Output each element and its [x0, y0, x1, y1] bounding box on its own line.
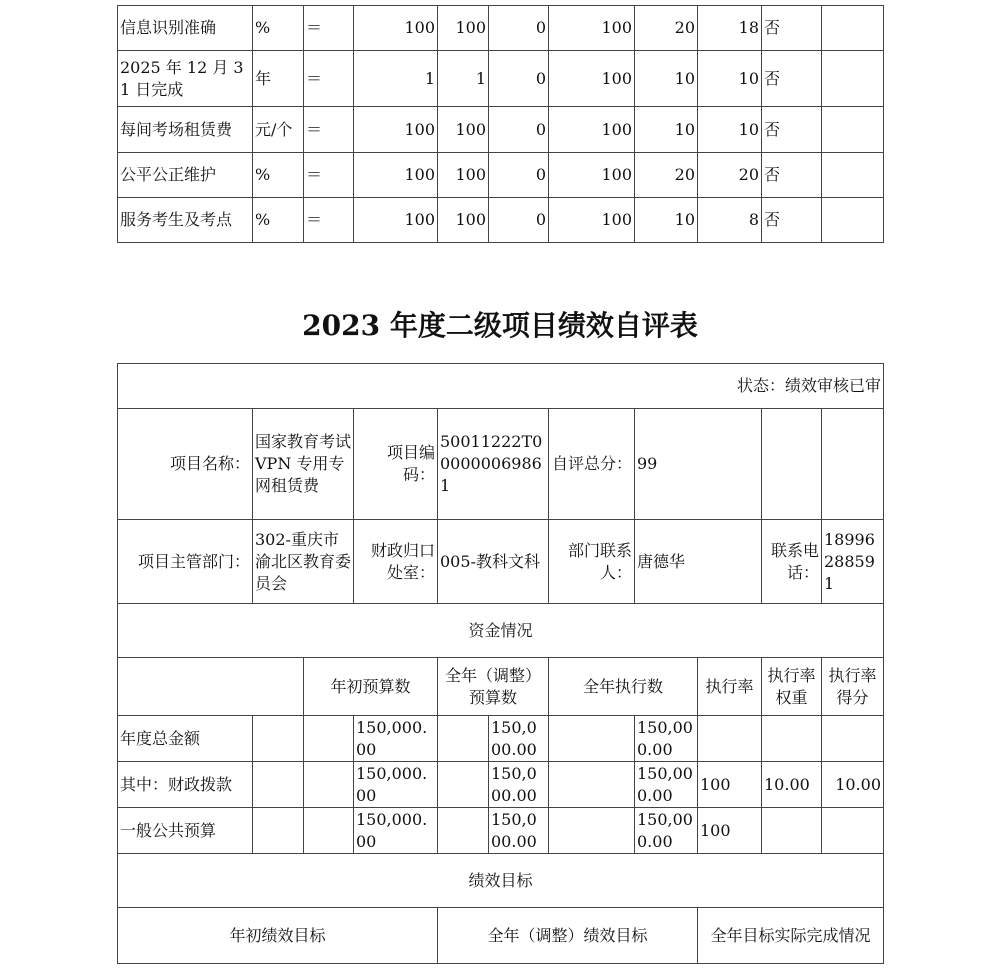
indicator-rate: 100 [549, 153, 635, 198]
indicator-weight: 20 [635, 153, 698, 198]
evaluation-table [117, 363, 884, 964]
fund-score: 10.00 [822, 762, 884, 808]
fund-adjusted: 150,000.00 [489, 808, 549, 854]
indicator-unit: % [253, 6, 304, 51]
finance-value: 005-教科文科 [438, 520, 549, 604]
indicator-flag: 否 [762, 51, 822, 107]
indicator-score: 18 [698, 6, 762, 51]
indicator-target: 1 [354, 51, 438, 107]
phone-label: 联系电话： [762, 520, 822, 604]
funds-section-heading: 资金情况 [118, 604, 884, 658]
indicator-name: 每间考场租赁费 [118, 107, 253, 153]
header-rate: 执行率 [698, 658, 762, 716]
indicator-weight: 20 [635, 6, 698, 51]
project-code: 50011222T000000069861 [438, 409, 549, 520]
indicator-target: 100 [354, 107, 438, 153]
goal-actual-header: 全年目标实际完成情况 [698, 908, 884, 964]
indicator-flag: 否 [762, 6, 822, 51]
empty-cell [549, 762, 635, 808]
indicator-weight: 10 [635, 198, 698, 243]
indicator-operator: ＝ [304, 107, 354, 153]
indicator-rate: 100 [549, 198, 635, 243]
fund-rate: 100 [698, 762, 762, 808]
empty-cell [549, 716, 635, 762]
fund-rate: 100 [698, 808, 762, 854]
contact-label: 部门联系人： [549, 520, 635, 604]
indicator-operator: ＝ [304, 198, 354, 243]
indicator-row [118, 107, 884, 153]
indicator-actual: 1 [438, 51, 489, 107]
indicator-target: 100 [354, 153, 438, 198]
indicator-deviation: 0 [489, 198, 549, 243]
indicator-score: 10 [698, 107, 762, 153]
empty-cell [253, 716, 304, 762]
project-code-label: 项目编码： [354, 409, 438, 520]
indicator-weight: 10 [635, 51, 698, 107]
indicator-target: 100 [354, 198, 438, 243]
fund-executed: 150,000.00 [635, 762, 698, 808]
indicator-deviation: 0 [489, 153, 549, 198]
header-initial: 年初预算数 [304, 658, 438, 716]
dept-label: 项目主管部门： [118, 520, 253, 604]
goal-initial-header: 年初绩效目标 [118, 908, 438, 964]
indicator-actual: 100 [438, 107, 489, 153]
indicator-deviation: 0 [489, 107, 549, 153]
fund-score [822, 808, 884, 854]
empty-cell [549, 808, 635, 854]
indicator-rate: 100 [549, 107, 635, 153]
indicator-row [118, 6, 884, 51]
empty-cell [438, 716, 489, 762]
empty-cell [822, 198, 884, 243]
indicator-actual: 100 [438, 153, 489, 198]
indicator-weight: 10 [635, 107, 698, 153]
indicator-flag: 否 [762, 153, 822, 198]
dept-value: 302-重庆市渝北区教育委员会 [253, 520, 354, 604]
status-label: 状态：绩效审核已审 [118, 364, 884, 409]
fund-executed: 150,000.00 [635, 716, 698, 762]
indicator-operator: ＝ [304, 153, 354, 198]
indicator-actual: 100 [438, 198, 489, 243]
indicator-flag: 否 [762, 198, 822, 243]
header-adjusted: 全年（调整）预算数 [438, 658, 549, 716]
project-name: 国家教育考试 VPN 专用专网租赁费 [253, 409, 354, 520]
fund-weight [762, 716, 822, 762]
indicator-unit: % [253, 198, 304, 243]
fund-row-label: 年度总金额 [118, 716, 253, 762]
fund-score [822, 716, 884, 762]
empty-cell [118, 658, 304, 716]
fund-executed: 150,000.00 [635, 808, 698, 854]
indicator-unit: 年 [253, 51, 304, 107]
header-score: 执行率得分 [822, 658, 884, 716]
empty-cell [822, 107, 884, 153]
empty-cell [822, 6, 884, 51]
indicator-deviation: 0 [489, 51, 549, 107]
fund-row-label: 其中：财政拨款 [118, 762, 253, 808]
empty-cell [304, 716, 354, 762]
header-weight: 执行率权重 [762, 658, 822, 716]
fund-rate [698, 716, 762, 762]
fund-weight: 10.00 [762, 762, 822, 808]
indicator-flag: 否 [762, 107, 822, 153]
indicator-operator: ＝ [304, 51, 354, 107]
fund-initial: 150,000.00 [354, 716, 438, 762]
indicator-name: 信息识别准确 [118, 6, 253, 51]
indicator-score: 8 [698, 198, 762, 243]
fund-adjusted: 150,000.00 [489, 762, 549, 808]
fund-initial: 150,000.00 [354, 762, 438, 808]
finance-label: 财政归口处室： [354, 520, 438, 604]
empty-cell [438, 762, 489, 808]
self-score-label: 自评总分： [549, 409, 635, 520]
header-executed: 全年执行数 [549, 658, 698, 716]
page-title: 2023 年度二级项目绩效自评表 [302, 309, 698, 342]
indicator-deviation: 0 [489, 6, 549, 51]
indicator-operator: ＝ [304, 6, 354, 51]
empty-cell [762, 409, 822, 520]
fund-initial: 150,000.00 [354, 808, 438, 854]
indicator-rate: 100 [549, 51, 635, 107]
empty-cell [253, 808, 304, 854]
contact-value: 唐德华 [635, 520, 762, 604]
indicator-unit: 元/个 [253, 107, 304, 153]
empty-cell [822, 409, 884, 520]
indicator-rate: 100 [549, 6, 635, 51]
fund-adjusted: 150,000.00 [489, 716, 549, 762]
project-name-label: 项目名称： [118, 409, 253, 520]
indicator-table [117, 5, 884, 243]
empty-cell [822, 51, 884, 107]
empty-cell [304, 762, 354, 808]
empty-cell [304, 808, 354, 854]
empty-cell [822, 153, 884, 198]
indicator-name: 公平公正维护 [118, 153, 253, 198]
indicator-score: 10 [698, 51, 762, 107]
indicator-row [118, 51, 884, 107]
fund-weight [762, 808, 822, 854]
indicator-row [118, 153, 884, 198]
fund-row-label: 一般公共预算 [118, 808, 253, 854]
phone-value: 18996288591 [822, 520, 884, 604]
indicator-name: 2025 年 12 月 31 日完成 [118, 51, 253, 107]
indicator-name: 服务考生及考点 [118, 198, 253, 243]
goal-adjusted-header: 全年（调整）绩效目标 [438, 908, 698, 964]
indicator-score: 20 [698, 153, 762, 198]
empty-cell [438, 808, 489, 854]
self-score: 99 [635, 409, 762, 520]
indicator-row [118, 198, 884, 243]
goals-section-heading: 绩效目标 [118, 854, 884, 908]
empty-cell [253, 762, 304, 808]
indicator-actual: 100 [438, 6, 489, 51]
indicator-target: 100 [354, 6, 438, 51]
indicator-unit: % [253, 153, 304, 198]
